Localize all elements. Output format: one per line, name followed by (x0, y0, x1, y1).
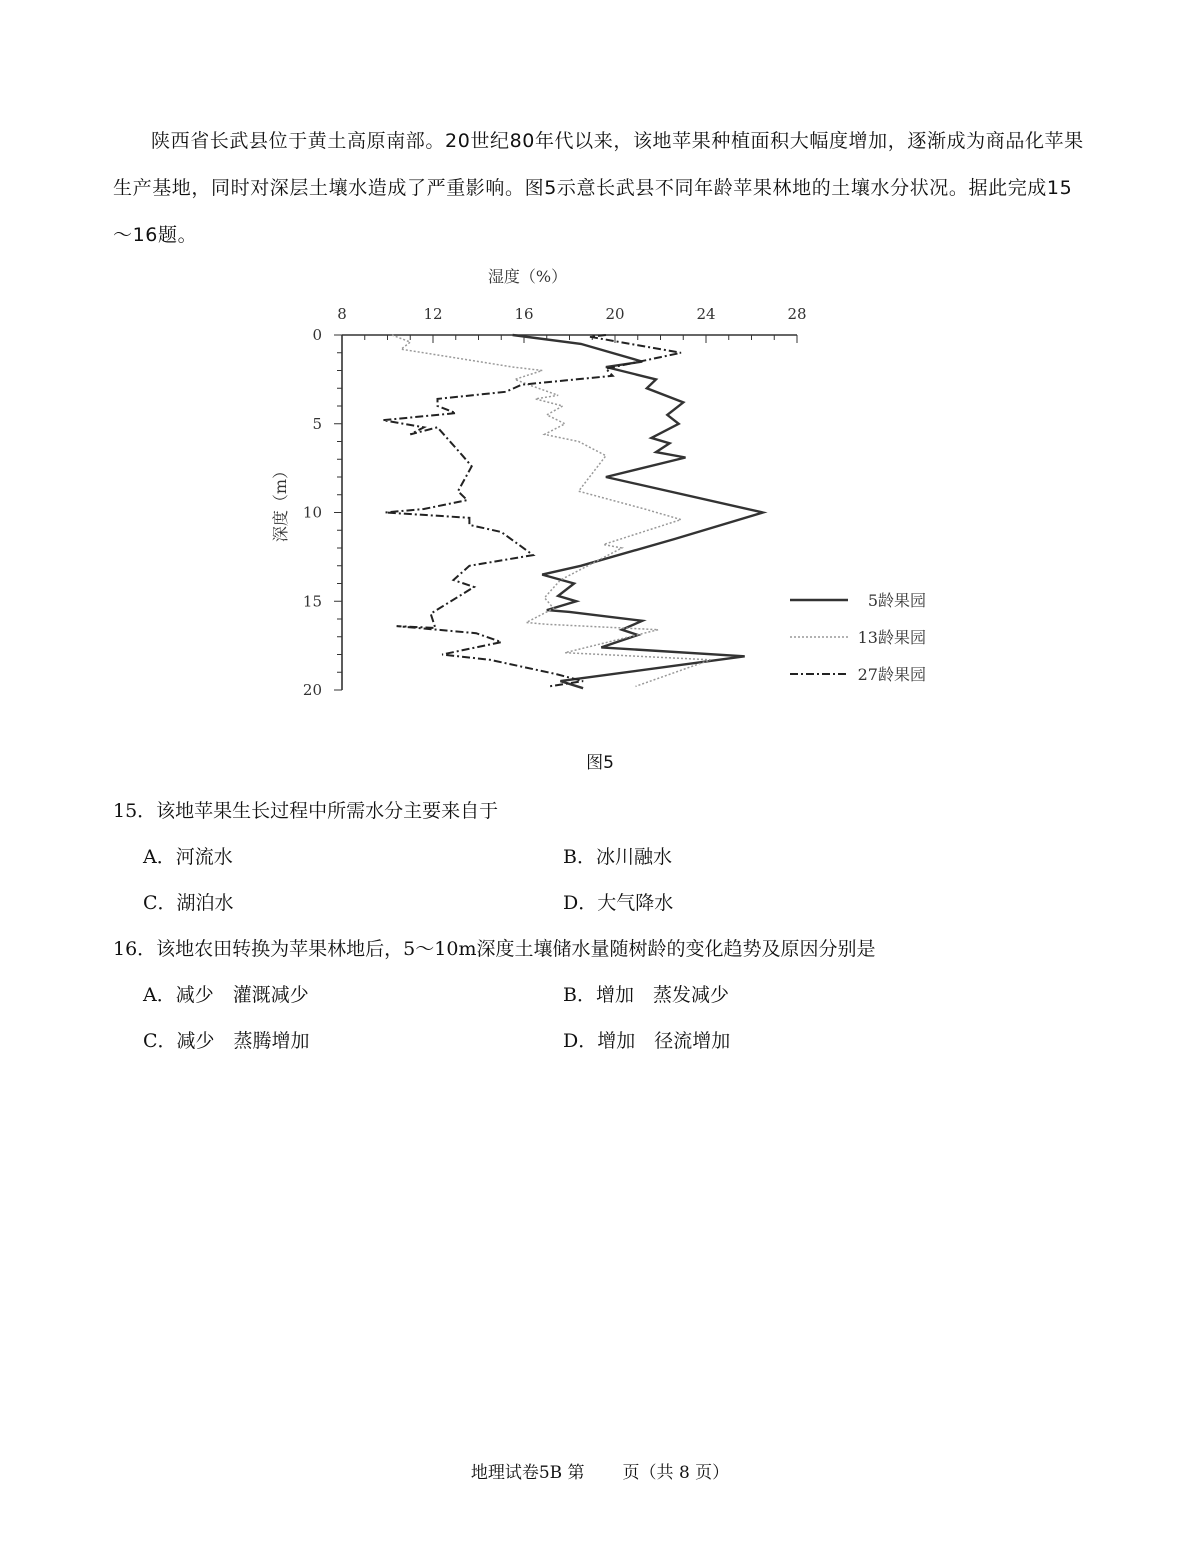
y-tick-label: 15 (302, 592, 322, 611)
x-tick-label: 12 (423, 305, 443, 323)
y-tick-label: 5 (312, 414, 322, 433)
x-tick-label: 24 (696, 305, 716, 323)
x-axis-label: 湿度（%） (487, 267, 568, 286)
q16-option-d: D．增加 径流增加 (563, 1030, 731, 1052)
y-tick-label: 10 (302, 503, 322, 522)
series-line-2 (392, 335, 711, 686)
q15-option-c: C．湖泊水 (143, 892, 234, 914)
legend-label-3: 27龄果园 (857, 665, 926, 684)
x-tick-label: 28 (787, 305, 807, 323)
legend-label-1: 5龄果园 (867, 591, 926, 610)
q16-option-c: C．减少 蒸腾增加 (143, 1030, 310, 1052)
y-axis-label: 深度（m） (271, 462, 290, 543)
footer-right: 页（共 8 页） (622, 1463, 730, 1483)
x-tick-label: 8 (337, 305, 347, 323)
x-tick-label: 20 (605, 305, 625, 323)
x-tick-label: 16 (514, 305, 534, 323)
q15-option-a: A．河流水 (143, 846, 233, 868)
q16-option-a: A．减少 灌溉减少 (143, 984, 309, 1006)
y-tick-label: 0 (312, 326, 322, 344)
q16-option-b: B．增加 蒸发减少 (563, 984, 729, 1006)
question-15: 15．该地苹果生长过程中所需水分主要来自于 (113, 800, 499, 822)
question-16: 16．该地农田转换为苹果林地后，5～10m深度土壤储水量随树龄的变化趋势及原因分别是 (113, 938, 876, 960)
legend-label-2: 13龄果园 (857, 628, 926, 647)
q15-option-b: B．冰川融水 (563, 846, 672, 868)
soil-moisture-chart (250, 255, 950, 715)
q15-option-d: D．大气降水 (563, 892, 674, 914)
y-tick-label: 20 (302, 681, 322, 699)
footer-left: 地理试卷5B 第 (470, 1463, 585, 1483)
page-footer (0, 1458, 1200, 1483)
intro-paragraph: 陕西省长武县位于黄土高原南部。20世纪80年代以来，该地苹果种植面积大幅度增加，逐渐成为商品化苹果生产基地，同时对深层土壤水造成了严重影响。图5示意长武县不同年龄苹果林地的土壤水分状况。据此完成15～16题。 (113, 130, 1084, 246)
figure-caption: 图5 (586, 753, 614, 773)
